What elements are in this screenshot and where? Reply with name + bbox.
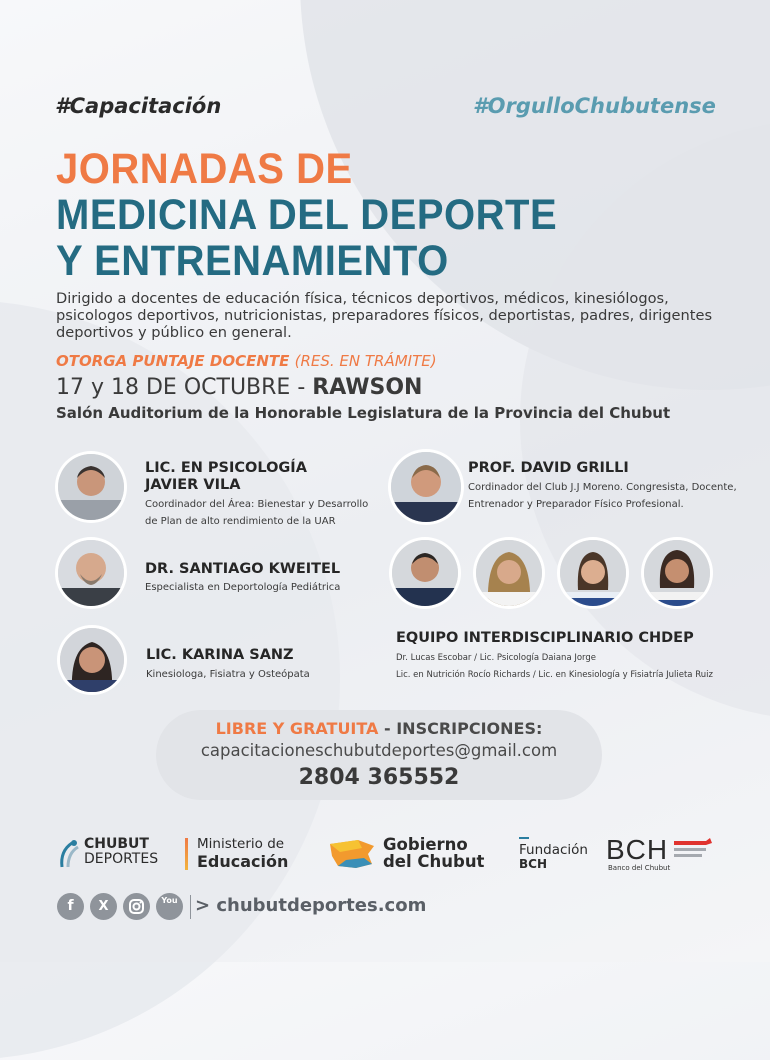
avatar-team-member (644, 540, 710, 606)
speaker-desc-sanz: Kinesiologa, Fisiatra y Osteópata (146, 669, 310, 680)
footer-divider (190, 895, 191, 919)
avatar-karina-sanz (60, 628, 124, 692)
event-city: RAWSON (312, 375, 423, 400)
team-title: EQUIPO INTERDISCIPLINARIO CHDEP (396, 630, 694, 646)
bch-subtitle: Banco del Chubut (608, 864, 671, 872)
hashtag-capacitacion: #Capacitación (55, 94, 222, 118)
puntaje-note: (RES. EN TRÁMITE) (294, 352, 437, 370)
free-label: LIBRE Y GRATUITA (215, 719, 379, 738)
inscripciones-label: - INSCRIPCIONES: (378, 719, 543, 738)
title-line-2: MEDICINA DEL DEPORTE (56, 192, 558, 239)
event-venue: Salón Auditorium de la Honorable Legislatura de la Provincia del Chubut (56, 404, 671, 422)
speaker-name-vila: LIC. EN PSICOLOGÍA JAVIER VILA (145, 460, 307, 493)
puntaje-docente (56, 352, 437, 370)
speaker-name-grilli: PROF. DAVID GRILLI (468, 460, 629, 476)
instagram-glyph-icon (123, 893, 150, 920)
speaker-desc-grilli: Cordinador del Club J.J Moreno. Congresista, Docente, Entrenador y Preparador Físico Profesional. (468, 482, 737, 510)
fundacion-line-2: BCH (519, 857, 547, 871)
gobierno-line-1: Gobierno (383, 835, 468, 854)
puntaje-main: OTORGA PUNTAJE DOCENTE (56, 352, 290, 370)
youtube-icon[interactable]: You (156, 893, 183, 920)
fundacion-accent (519, 837, 529, 839)
bch-logo: BCH (606, 834, 669, 865)
ministerio-bar (185, 838, 188, 870)
ministerio-line-1: Ministerio de (197, 836, 285, 852)
avatar-santiago-kweitel (58, 540, 124, 606)
instagram-icon[interactable] (123, 893, 150, 920)
avatar-javier-vila (58, 454, 124, 520)
team-members-line-1: Dr. Lucas Escobar / Lic. Psicología Daiana Jorge (396, 653, 597, 663)
gobierno-line-2: del Chubut (383, 852, 485, 871)
avatar-team-member (560, 540, 626, 606)
title-line-1: JORNADAS DE (56, 146, 353, 193)
speaker-name-kweitel: DR. SANTIAGO KWEITEL (145, 561, 341, 577)
registration-email[interactable]: capacitacioneschubutdeportes@gmail.com (200, 741, 558, 760)
registration-phone[interactable]: 2804 365552 (298, 765, 460, 790)
website-link[interactable]: > chubutdeportes.com (195, 895, 427, 916)
speaker-name-sanz: LIC. KARINA SANZ (146, 647, 294, 663)
gobierno-chubut-icon (328, 838, 376, 870)
team-members-line-2: Lic. en Nutrición Rocío Richards / Lic. en Kinesiología y Fisiatría Julieta Ruiz (396, 670, 713, 680)
registration-heading (156, 719, 602, 738)
hashtag-orgullo: #OrgulloChubutense (473, 94, 716, 118)
avatar-team-member (392, 540, 458, 606)
avatar-team-member (476, 540, 542, 606)
fundacion-line-1: Fundación (519, 842, 588, 858)
ministerio-line-2: Educación (197, 852, 289, 871)
speaker-desc-kweitel: Especialista en Deportología Pediátrica (145, 582, 341, 593)
event-dates: 17 y 18 DE OCTUBRE - (56, 375, 313, 400)
event-date (56, 375, 422, 400)
chubut-deportes-mark-icon (58, 839, 80, 869)
facebook-icon[interactable]: f (57, 893, 84, 920)
bch-stripes-icon (672, 838, 714, 860)
title-line-3: Y ENTRENAMIENTO (56, 238, 449, 285)
x-icon[interactable]: X (90, 893, 117, 920)
avatar-david-grilli (391, 452, 461, 522)
audience-description: Dirigido a docentes de educación física, técnicos deportivos, médicos, kinesiólogos, psicologos deportivos, nutricionistas, preparadores físicos, deportistas, padres, dirigentes deportivos y público en general. (56, 290, 713, 341)
speaker-desc-vila: Coordinador del Área: Bienestar y Desarrollo de Plan de alto rendimiento de la UAR (145, 499, 369, 527)
